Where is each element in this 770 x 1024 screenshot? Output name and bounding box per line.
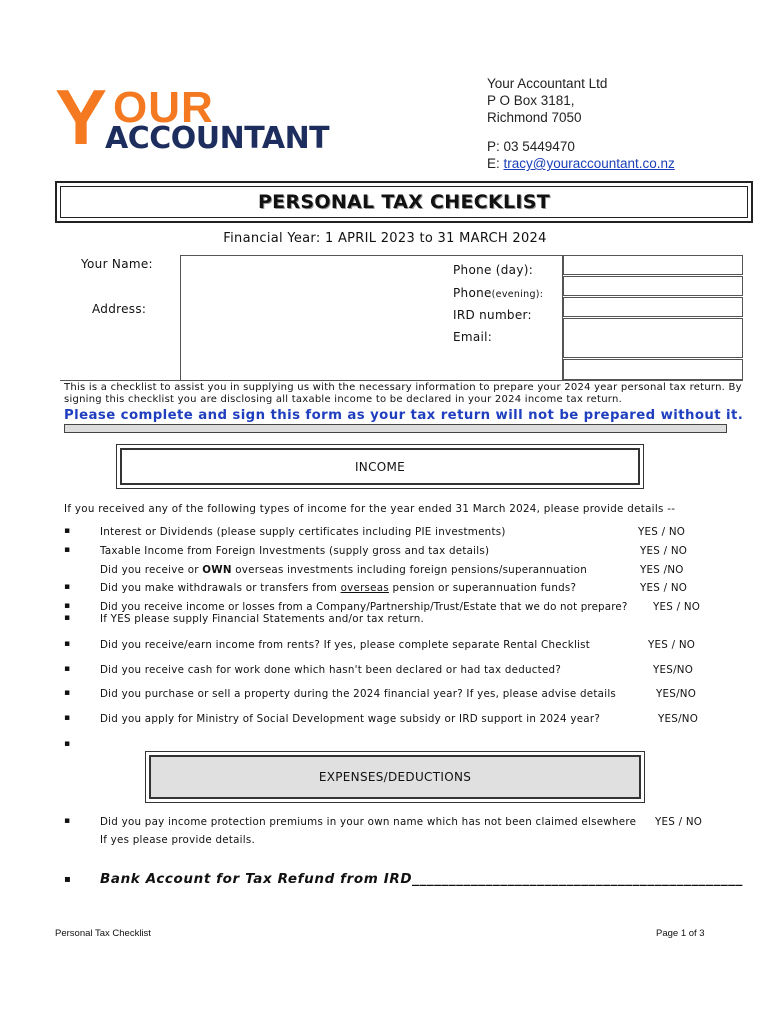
grid-line xyxy=(60,380,743,381)
title-box xyxy=(55,181,753,223)
question-part: pension or superannuation funds? xyxy=(388,582,577,594)
phone-day-field[interactable] xyxy=(563,255,743,275)
bullet: ▪ xyxy=(64,639,71,649)
disclaimer-text: This is a checklist to assist you in supplying us with the necessary information to prepare your 2024 year personal tax return. By signing this checklist you are disclosing all taxable income to be declared in your 2024 income tax return. xyxy=(64,382,742,405)
question-emphasis: overseas xyxy=(340,582,389,594)
phone-evening-text: Phone xyxy=(453,286,492,300)
question-text: Did you purchase or sell a property during the 2024 financial year? If yes, please advise details xyxy=(100,688,617,700)
bullet: ▪ xyxy=(64,582,71,592)
question-part: Did you make withdrawals or transfers from xyxy=(100,582,341,594)
income-intro: If you received any of the following types of income for the year ended 31 March 2024, please provide details -- xyxy=(64,503,676,515)
question-text: Did you receive cash for work done which hasn't been declared or had tax deducted? xyxy=(100,664,562,676)
email-line xyxy=(487,155,675,172)
list-item xyxy=(64,688,744,702)
phone-evening-field[interactable] xyxy=(563,276,743,296)
bullet: ▪ xyxy=(64,713,71,723)
question-part: Did you receive or xyxy=(100,564,203,576)
email-field[interactable] xyxy=(563,318,743,358)
question-text: If YES please supply Financial Statements and/or tax return. xyxy=(100,613,425,625)
list-item xyxy=(64,582,744,596)
bullet: ▪ xyxy=(64,816,71,826)
list-item xyxy=(64,545,744,559)
ird-number-label: IRD number: xyxy=(453,308,532,322)
list-item xyxy=(64,816,744,830)
contact-block xyxy=(487,75,675,172)
question-text: Did you apply for Ministry of Social Development wage subsidy or IRD support in 2024 year? xyxy=(100,713,601,725)
yes-no-option[interactable]: YES / NO xyxy=(640,545,688,557)
yes-no-option[interactable]: YES / NO xyxy=(655,816,703,828)
bullet: ▪ xyxy=(64,613,71,623)
question-text: Did you receive/earn income from rents? If yes, please complete separate Rental Checklist xyxy=(100,639,591,651)
question-emphasis: OWN xyxy=(202,564,232,576)
ird-number-field[interactable] xyxy=(563,297,743,317)
list-item xyxy=(64,564,744,578)
page-title: PERSONAL TAX CHECKLIST xyxy=(257,191,551,213)
list-item xyxy=(64,664,744,678)
email-prefix: E: xyxy=(487,156,504,171)
phone-day-label: Phone (day): xyxy=(453,263,534,277)
question-text: Taxable Income from Foreign Investments (supply gross and tax details) xyxy=(100,545,490,557)
phone-evening-suffix: (evening): xyxy=(491,289,544,300)
your-name-label: Your Name: xyxy=(81,257,153,271)
email-field-extra[interactable] xyxy=(563,359,743,380)
logo-accountant: ACCOUNTANT xyxy=(105,121,330,156)
phone-evening-label xyxy=(453,286,543,300)
question-text: Interest or Dividends (please supply certificates including PIE investments) xyxy=(100,526,506,538)
company-logo xyxy=(55,73,375,164)
page-number: Page 1 of 3 xyxy=(656,928,705,939)
yes-no-option[interactable]: YES / NO xyxy=(638,526,686,538)
bullet: ▪ xyxy=(64,739,71,749)
question-text xyxy=(100,564,587,576)
please-complete-notice: Please complete and sign this form as your tax return will not be prepared without it. xyxy=(64,408,744,423)
footer-title: Personal Tax Checklist xyxy=(55,928,151,939)
divider-bar xyxy=(64,424,727,433)
income-heading: INCOME xyxy=(120,448,640,485)
yes-no-option[interactable]: YES/NO xyxy=(656,688,697,700)
yes-no-option[interactable]: YES/NO xyxy=(653,664,694,676)
email-link[interactable]: tracy@youraccountant.co.nz xyxy=(503,156,675,171)
yes-no-option[interactable]: YES / NO xyxy=(640,582,688,594)
income-section-box xyxy=(116,444,644,489)
question-part: overseas investments including foreign pensions/superannuation xyxy=(231,564,587,576)
financial-year: Financial Year: 1 APRIL 2023 to 31 MARCH 2024 xyxy=(223,231,547,246)
question-text: Did you pay income protection premiums in your own name which has not been claimed elsewhere xyxy=(100,816,637,828)
question-text: Did you receive income or losses from a Company/Partnership/Trust/Estate that we do not prepare? xyxy=(100,601,628,613)
question-text: If yes please provide details. xyxy=(100,834,256,846)
bullet: ▪ xyxy=(64,545,71,555)
phone: P: 03 5449470 xyxy=(487,139,575,154)
bullet: ▪ xyxy=(64,664,71,674)
bank-account-field[interactable]: Bank Account for Tax Refund from IRD_____________________________________________ xyxy=(100,871,743,887)
bullet: ▪ xyxy=(64,526,71,536)
bullet: ▪ xyxy=(64,688,71,698)
po-box: P O Box 3181, xyxy=(487,93,575,108)
address-label: Address: xyxy=(92,302,147,316)
bullet: ▪ xyxy=(64,874,71,885)
logo-our: OUR xyxy=(113,83,214,132)
yes-no-option[interactable]: YES / NO xyxy=(653,601,701,613)
yes-no-option[interactable]: YES/NO xyxy=(658,713,699,725)
list-item xyxy=(64,834,744,848)
bullet: ▪ xyxy=(64,601,71,611)
list-item xyxy=(64,639,744,653)
list-item xyxy=(64,613,744,627)
question-text xyxy=(100,582,576,594)
logo-letter-y: Y xyxy=(55,73,106,161)
yes-no-option[interactable]: YES /NO xyxy=(640,564,684,576)
list-item xyxy=(64,526,744,540)
expenses-heading: EXPENSES/DEDUCTIONS xyxy=(149,755,641,799)
list-item xyxy=(64,713,744,727)
expenses-section-box xyxy=(145,751,645,803)
company-name: Your Accountant Ltd xyxy=(487,76,608,91)
city: Richmond 7050 xyxy=(487,110,582,125)
yes-no-option[interactable]: YES / NO xyxy=(648,639,696,651)
email-label: Email: xyxy=(453,330,493,344)
